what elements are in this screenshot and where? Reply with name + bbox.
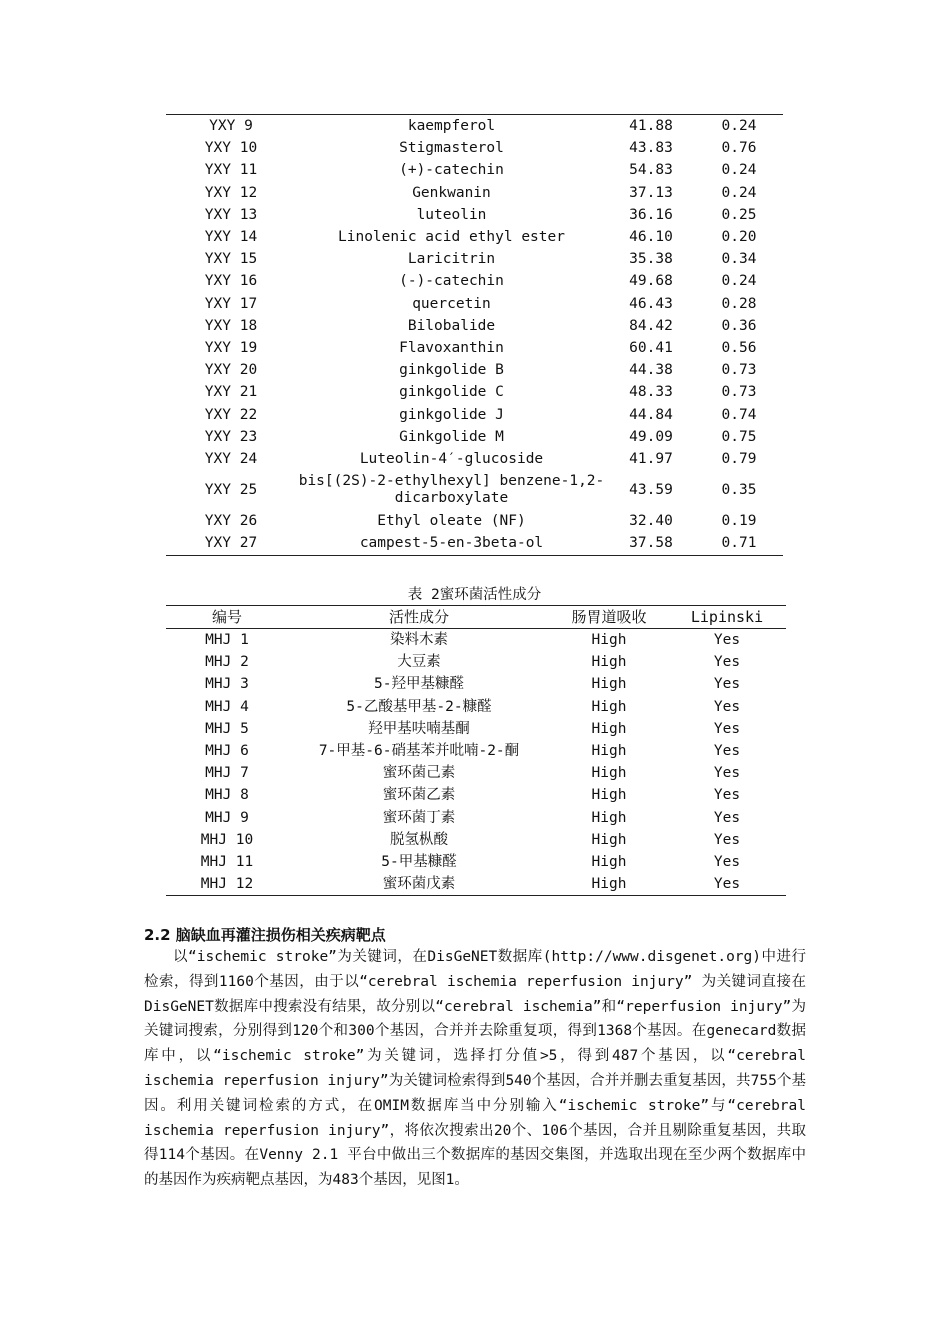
table-row <box>166 159 783 181</box>
table-cell: High <box>591 698 627 715</box>
table-cell: ginkgolide B <box>399 362 504 379</box>
table-cell: MHJ 9 <box>205 809 249 826</box>
table-cell: 0.25 <box>721 206 757 223</box>
table-cell: 0.76 <box>721 140 757 157</box>
table-cell: Yes <box>713 765 741 782</box>
compound-table-2 <box>166 605 786 896</box>
table-cell: High <box>591 720 627 737</box>
column-header-lipinski: Lipinski <box>668 606 786 629</box>
table-cell: 43.83 <box>629 140 673 157</box>
table-cell: 46.43 <box>629 295 673 312</box>
table-cell: MHJ 7 <box>205 765 249 782</box>
table-cell: 0.34 <box>721 251 757 268</box>
table-row <box>166 115 783 138</box>
table-row <box>166 248 783 270</box>
table-cell: YXY 23 <box>204 428 258 445</box>
table-cell: YXY 10 <box>204 140 258 157</box>
table-cell: 49.68 <box>629 273 673 290</box>
table-row <box>166 470 783 510</box>
table-cell: Yes <box>713 831 741 848</box>
table-row <box>166 762 786 784</box>
table-cell: YXY 22 <box>204 406 258 423</box>
table-cell: YXY 9 <box>209 118 253 134</box>
table-cell: 49.09 <box>629 428 673 445</box>
table-cell: MHJ 4 <box>205 698 249 715</box>
table-cell: 84.42 <box>629 317 673 334</box>
table-cell: YXY 27 <box>204 535 258 552</box>
table-cell: 0.56 <box>721 340 757 357</box>
table-cell: Yes <box>713 720 741 737</box>
table-row <box>166 381 783 403</box>
table-row <box>166 673 786 695</box>
table-cell: High <box>591 831 627 848</box>
table-cell: 54.83 <box>629 162 673 179</box>
table-cell: Genkwanin <box>412 184 491 201</box>
table-cell: High <box>591 787 627 804</box>
table-cell: Yes <box>713 698 741 715</box>
table-cell: YXY 11 <box>204 162 258 179</box>
table-row <box>166 359 783 381</box>
table-row <box>166 337 783 359</box>
table-cell: 41.88 <box>629 118 673 134</box>
table-cell: 43.59 <box>629 481 673 498</box>
table-cell: YXY 20 <box>204 362 258 379</box>
table-cell: Laricitrin <box>407 251 496 268</box>
table-cell: bis[(2S)-2-ethylhexyl] benzene-1,2-dicarboxylate <box>298 473 605 507</box>
table-cell: 37.13 <box>629 184 673 201</box>
table-header-row <box>166 606 786 629</box>
table-cell: 7-甲基-6-硝基苯并吡喃-2-酮 <box>318 743 520 760</box>
table-cell: YXY 21 <box>204 384 258 401</box>
table-row <box>166 137 783 159</box>
table-cell: YXY 15 <box>204 251 258 268</box>
table-cell: 5-乙酸基甲基-2-糠醛 <box>346 698 492 715</box>
table-cell: High <box>591 854 627 871</box>
table-row <box>166 651 786 673</box>
table-row <box>166 696 786 718</box>
column-header-id: 编号 <box>166 606 288 629</box>
table-cell: 0.24 <box>721 162 757 179</box>
table-cell: 脱氢枞酸 <box>390 831 448 848</box>
table-cell: Yes <box>713 632 741 648</box>
table-cell: 5-羟甲基糠醛 <box>374 676 464 693</box>
compound-table-1 <box>166 114 783 556</box>
section-heading: 2.2 脑缺血再灌注损伤相关疾病靶点 <box>144 926 386 944</box>
table-row <box>166 226 783 248</box>
table-cell: 60.41 <box>629 340 673 357</box>
table-cell: (+)-catechin <box>399 162 504 179</box>
table-cell: MHJ 1 <box>205 632 249 648</box>
table-row <box>166 784 786 806</box>
table-cell: 0.73 <box>721 384 757 401</box>
table-cell: MHJ 10 <box>200 831 254 848</box>
table-cell: 0.20 <box>721 229 757 246</box>
table-cell: High <box>591 809 627 826</box>
table-cell: MHJ 11 <box>200 854 254 871</box>
table-cell: 5-甲基糠醛 <box>381 854 457 871</box>
table-cell: Yes <box>713 876 741 893</box>
table-cell: Stigmasterol <box>399 140 504 157</box>
table-cell: 蜜环菌戊素 <box>382 876 456 893</box>
table-cell: kaempferol <box>407 118 496 134</box>
table-cell: 32.40 <box>629 513 673 530</box>
table-row <box>166 182 783 204</box>
table-cell: 0.74 <box>721 406 757 423</box>
table-row <box>166 629 786 652</box>
table-cell: Flavoxanthin <box>399 340 504 357</box>
column-header-gi-absorption: 肠胃道吸收 <box>550 606 668 629</box>
table-cell: YXY 25 <box>204 481 258 498</box>
table-cell: 48.33 <box>629 384 673 401</box>
table-cell: MHJ 12 <box>200 876 254 893</box>
table-cell: YXY 14 <box>204 229 258 246</box>
table-cell: 大豆素 <box>397 654 441 671</box>
table-cell: 0.24 <box>721 118 757 134</box>
table-cell: 0.24 <box>721 184 757 201</box>
table-cell: YXY 17 <box>204 295 258 312</box>
table-row <box>166 510 783 532</box>
table-row <box>166 851 786 873</box>
table-cell: High <box>591 632 627 648</box>
table-cell: 46.10 <box>629 229 673 246</box>
table-cell: MHJ 5 <box>205 720 249 737</box>
table-row <box>166 315 783 337</box>
table-cell: High <box>591 743 627 760</box>
table-cell: 44.84 <box>629 406 673 423</box>
table-row <box>166 426 783 448</box>
table-cell: Yes <box>713 654 741 671</box>
table-cell: YXY 24 <box>204 451 258 468</box>
table-cell: quercetin <box>412 295 491 312</box>
table-cell: YXY 13 <box>204 206 258 223</box>
table-cell: YXY 26 <box>204 513 258 530</box>
table-cell: Yes <box>713 743 741 760</box>
table-cell: 蜜环菌丁素 <box>382 809 456 826</box>
table-cell: 0.36 <box>721 317 757 334</box>
table-cell: (-)-catechin <box>399 273 504 290</box>
table-cell: 0.24 <box>721 273 757 290</box>
table-cell: High <box>591 676 627 693</box>
table-cell: MHJ 3 <box>205 676 249 693</box>
table-cell: 0.28 <box>721 295 757 312</box>
table-cell: ginkgolide J <box>399 406 504 423</box>
table-cell: MHJ 8 <box>205 787 249 804</box>
table-row <box>166 807 786 829</box>
table-cell: Linolenic acid ethyl ester <box>338 229 565 246</box>
table-cell: 0.35 <box>721 481 757 498</box>
table-row <box>166 404 783 426</box>
column-header-component: 活性成分 <box>288 606 550 629</box>
table-cell: 41.97 <box>629 451 673 468</box>
table-row <box>166 204 783 226</box>
table-cell: campest-5-en-3beta-ol <box>359 535 544 552</box>
table-row <box>166 873 786 896</box>
table-cell: Yes <box>713 676 741 693</box>
table-cell: High <box>591 765 627 782</box>
table-row <box>166 293 783 315</box>
table-cell: 35.38 <box>629 251 673 268</box>
table-cell: luteolin <box>416 206 487 223</box>
table-cell: Yes <box>713 809 741 826</box>
table-cell: Ethyl oleate (NF) <box>377 513 526 530</box>
table-cell: YXY 12 <box>204 184 258 201</box>
table-cell: YXY 19 <box>204 340 258 357</box>
table-cell: ginkgolide C <box>399 384 504 401</box>
table-cell: 37.58 <box>629 535 673 552</box>
table-cell: YXY 16 <box>204 273 258 290</box>
table-cell: 0.79 <box>721 451 757 468</box>
table-cell: 蜜环菌乙素 <box>382 787 456 804</box>
table-cell: 蜜环菌己素 <box>382 765 456 782</box>
table-cell: 染料木素 <box>390 632 448 648</box>
table-cell: Yes <box>713 854 741 871</box>
table-cell: MHJ 6 <box>205 743 249 760</box>
table-cell: MHJ 2 <box>205 654 249 671</box>
table-row <box>166 448 783 470</box>
table-2-caption: 表 2蜜环菌活性成分 <box>407 587 542 603</box>
table-cell: Yes <box>713 787 741 804</box>
table-row <box>166 829 786 851</box>
table-cell: 0.73 <box>721 362 757 379</box>
table-cell: YXY 18 <box>204 317 258 334</box>
table-cell: Bilobalide <box>407 317 496 334</box>
table-row <box>166 532 783 555</box>
table-cell: 44.38 <box>629 362 673 379</box>
table-cell: 0.71 <box>721 535 757 552</box>
table-cell: Luteolin-4′-glucoside <box>359 451 544 468</box>
table-cell: High <box>591 876 627 893</box>
table-cell: 0.19 <box>721 513 757 530</box>
table-cell: 36.16 <box>629 206 673 223</box>
table-cell: 0.75 <box>721 428 757 445</box>
table-row <box>166 718 786 740</box>
table-row <box>166 740 786 762</box>
table-cell: Ginkgolide M <box>399 428 504 445</box>
body-paragraph: 以“ischemic stroke”为关键词，在DisGeNET数据库(http://www.disgenet.org)中进行检索，得到1160个基因，由于以“cerebral ischemia reperfusion injury” 为关键词直接在DisGeNET数据库中搜索没有结果，故分别以“cerebral ischemia”和“reperfusion injury”为关键词搜索，分别得到120个和300个基因，合并并去除重复项，得到1368个基因。在genecard数据库中，以“ischemic stroke”为关键词，选择打分值>5，得到487个基因，以“cerebral ischemia reperfusion injury”为关键词检索得到540个基因，合并并删去重复基因，共755个基因。利用关键词检索的方式，在OMIM数据库当中分别输入“ischemic stroke”与“cerebral ischemia reperfusion injury”，将依次搜索出20个、106个基因，合并且剔除重复基因，共取得114个基因。在Venny 2.1 平台中做出三个数据库的基因交集图，并选取出现在至少两个数据库中的基因作为疾病靶点基因，为483个基因，见图1。 <box>144 949 806 1189</box>
table-cell: High <box>591 654 627 671</box>
table-row <box>166 270 783 292</box>
table-cell: 羟甲基呋喃基酮 <box>368 720 470 737</box>
